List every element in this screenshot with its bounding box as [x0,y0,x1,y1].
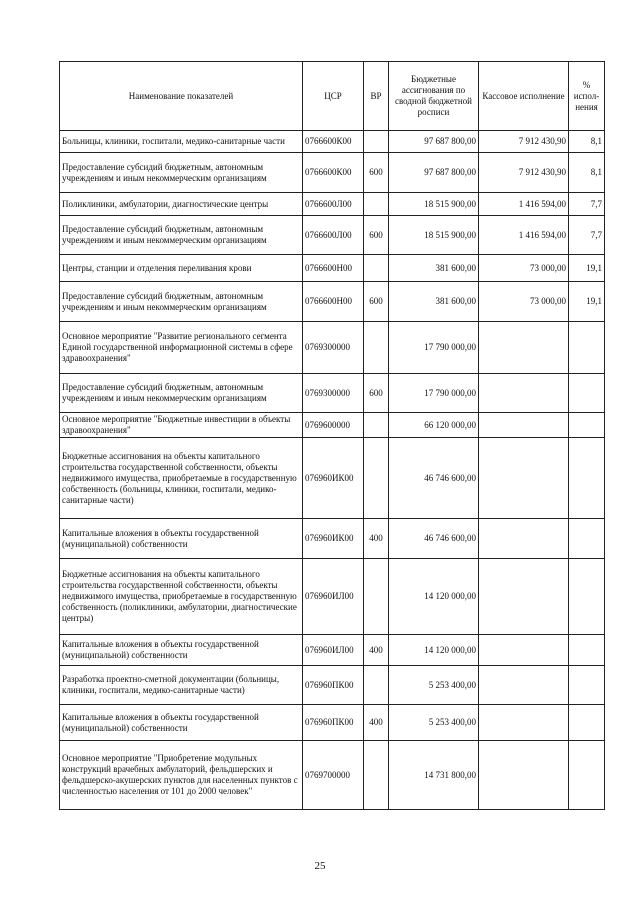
row-csr: 076960ИЛ00 [303,559,364,635]
row-percent [569,322,605,374]
row-percent: 19,1 [569,255,605,282]
row-cash [479,413,569,438]
table-row [60,519,605,559]
row-name: Основное мероприятие "Бюджетные инвестиции в объекты здравоохранения" [60,413,303,438]
row-vr: 600 [364,282,389,322]
row-cash [479,559,569,635]
row-budget: 14 731 800,00 [389,741,479,810]
row-budget: 46 746 600,00 [389,438,479,519]
row-cash: 73 000,00 [479,255,569,282]
row-vr: 400 [364,519,389,559]
header-csr: ЦСР [303,62,364,131]
row-vr [364,255,389,282]
row-csr: 0766600Н00 [303,255,364,282]
table-row [60,282,605,322]
row-budget: 66 120 000,00 [389,413,479,438]
row-budget: 381 600,00 [389,255,479,282]
row-percent: 8,1 [569,153,605,193]
row-percent: 7,7 [569,193,605,216]
row-budget: 14 120 000,00 [389,559,479,635]
row-percent: 8,1 [569,131,605,153]
row-vr [364,741,389,810]
row-budget: 46 746 600,00 [389,519,479,559]
row-budget: 18 515 900,00 [389,216,479,255]
row-csr: 076960ИК00 [303,438,364,519]
row-cash [479,519,569,559]
row-percent [569,413,605,438]
table-row [60,666,605,705]
row-name: Капитальные вложения в объекты государственной (муниципальной) собственности [60,635,303,666]
row-percent [569,635,605,666]
header-name: Наименование показателей [60,62,303,131]
row-vr [364,559,389,635]
row-budget: 381 600,00 [389,282,479,322]
row-name: Основное мероприятие "Приобретение модульных конструкций врачебных амбулаторий, фельдшерских и фельдшерско-акушерских пунктов для населенных пунктов с численностью населения от 101 до 2000 человек" [60,741,303,810]
row-csr: 0769300000 [303,374,364,413]
table-header-row [60,62,605,131]
row-vr [364,322,389,374]
table-row [60,193,605,216]
table-row [60,322,605,374]
row-cash [479,666,569,705]
row-vr [364,666,389,705]
row-percent [569,438,605,519]
budget-execution-table [59,61,605,810]
row-percent: 19,1 [569,282,605,322]
table-row [60,635,605,666]
row-cash [479,322,569,374]
header-vr: ВР [364,62,389,131]
row-vr [364,413,389,438]
row-vr: 400 [364,635,389,666]
row-vr: 400 [364,705,389,741]
table-row [60,374,605,413]
row-name: Капитальные вложения в объекты государственной (муниципальной) собственности [60,519,303,559]
row-cash [479,741,569,810]
row-csr: 076960ИЛ00 [303,635,364,666]
row-cash [479,374,569,413]
row-name: Предоставление субсидий бюджетным, автономным учреждениям и иным некоммерческим организациям [60,374,303,413]
row-cash: 7 912 430,90 [479,131,569,153]
row-vr: 600 [364,374,389,413]
row-vr: 600 [364,216,389,255]
row-budget: 5 253 400,00 [389,705,479,741]
row-name: Предоставление субсидий бюджетным, автономным учреждениям и иным некоммерческим организациям [60,282,303,322]
row-csr: 0766600Л00 [303,216,364,255]
row-vr [364,438,389,519]
table-row [60,559,605,635]
table-row [60,741,605,810]
row-budget: 97 687 800,00 [389,153,479,193]
row-name: Бюджетные ассигнования на объекты капитального строительства государственной собственности, объекты недвижимого имущества, приобретаемые в государственную собственность (больницы, клиники, госпитали, медико-санитарные части) [60,438,303,519]
row-percent: 7,7 [569,216,605,255]
table-row [60,216,605,255]
row-cash: 1 416 594,00 [479,216,569,255]
row-csr: 0769700000 [303,741,364,810]
row-csr: 0766600Л00 [303,193,364,216]
header-budget: Бюджетные ассигнования по сводной бюджетной росписи [389,62,479,131]
row-csr: 0769300000 [303,322,364,374]
row-budget: 17 790 000,00 [389,374,479,413]
row-name: Основное мероприятие "Развитие регионального сегмента Единой государственной информационной системы в сфере здравоохранения" [60,322,303,374]
row-csr: 076960ПК00 [303,705,364,741]
row-name: Предоставление субсидий бюджетным, автономным учреждениям и иным некоммерческим организациям [60,153,303,193]
table-row [60,705,605,741]
row-percent [569,374,605,413]
table-row [60,153,605,193]
row-budget: 5 253 400,00 [389,666,479,705]
table-row [60,131,605,153]
row-name: Больницы, клиники, госпитали, медико-санитарные части [60,131,303,153]
row-percent [569,559,605,635]
row-csr: 0766600Н00 [303,282,364,322]
row-name: Предоставление субсидий бюджетным, автономным учреждениям и иным некоммерческим организациям [60,216,303,255]
row-percent [569,519,605,559]
row-cash [479,635,569,666]
page-number: 25 [314,860,326,872]
table-row [60,438,605,519]
row-budget: 97 687 800,00 [389,131,479,153]
row-budget: 18 515 900,00 [389,193,479,216]
row-name: Поликлиники, амбулатории, диагностические центры [60,193,303,216]
table-row [60,413,605,438]
row-name: Бюджетные ассигнования на объекты капитального строительства государственной собственности, объекты недвижимого имущества, приобретаемые в государственную собственность (поликлиники, амбулатории, диагностические центры) [60,559,303,635]
row-cash: 73 000,00 [479,282,569,322]
row-csr: 076960ИК00 [303,519,364,559]
row-cash [479,438,569,519]
row-percent [569,666,605,705]
row-csr: 0766600К00 [303,153,364,193]
row-csr: 076960ПК00 [303,666,364,705]
row-cash: 7 912 430,90 [479,153,569,193]
row-percent [569,741,605,810]
row-vr: 600 [364,153,389,193]
header-cash: Кассовое исполнение [479,62,569,131]
row-budget: 17 790 000,00 [389,322,479,374]
header-percent: % испол-нения [569,62,605,131]
row-budget: 14 120 000,00 [389,635,479,666]
row-vr [364,193,389,216]
row-name: Центры, станции и отделения переливания крови [60,255,303,282]
row-csr: 0766600К00 [303,131,364,153]
row-percent [569,705,605,741]
row-name: Разработка проектно-сметной документации (больницы, клиники, госпитали, медико-санитарные части) [60,666,303,705]
table-row [60,255,605,282]
row-csr: 0769600000 [303,413,364,438]
row-name: Капитальные вложения в объекты государственной (муниципальной) собственности [60,705,303,741]
row-cash: 1 416 594,00 [479,193,569,216]
row-cash [479,705,569,741]
row-vr [364,131,389,153]
